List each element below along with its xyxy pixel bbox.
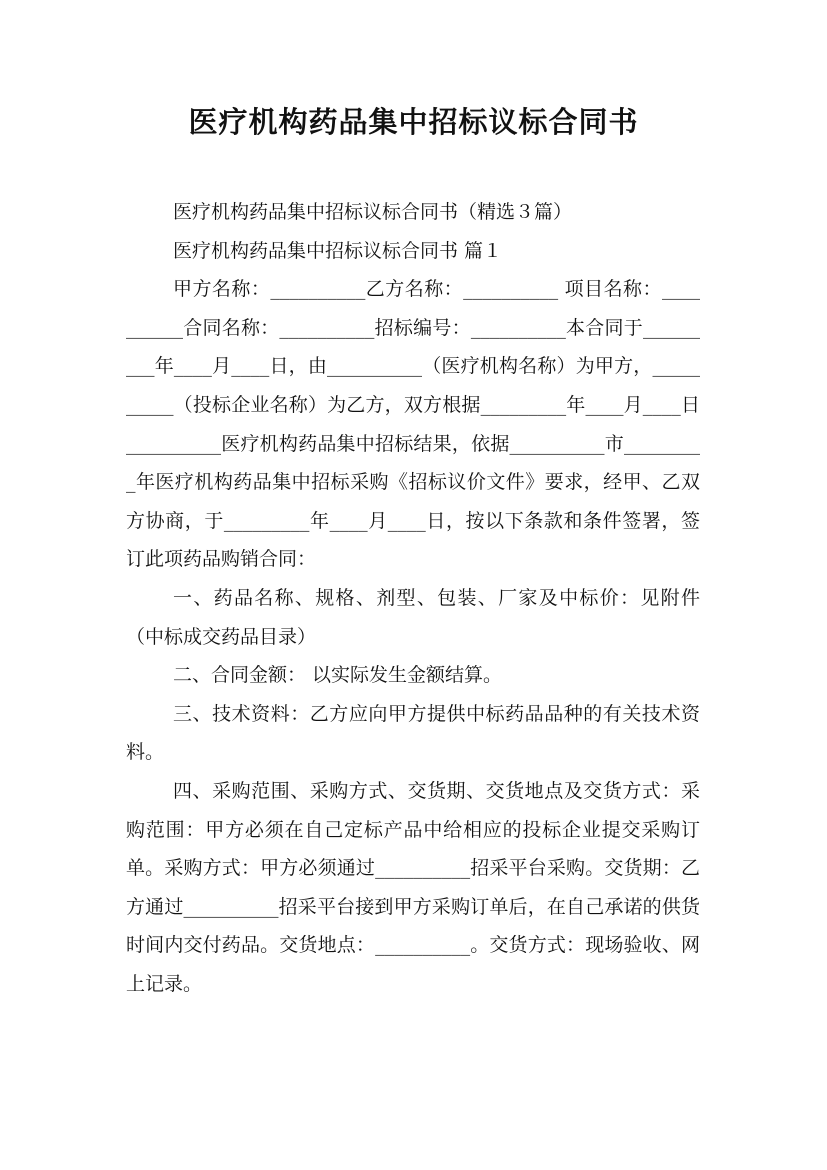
document-body [126, 193, 700, 1003]
paragraph-subtitle: 医疗机构药品集中招标议标合同书（精选３篇） [173, 201, 573, 223]
paragraph-clause-3: 三、技术资料：乙方应向甲方提供中标药品品种的有关技术资料。 [126, 702, 700, 764]
paragraph-parties: 甲方名称：__________乙方名称：__________ 项目名称：__________合同名称：__________招标编号：__________本合同于_________年____月____日，由__________（医疗机构名称）为甲方，__________（投标企业名称）为乙方，双方根据_________年____月____日__________医疗机构药品集中招标结果，依据__________市_________年医疗机构药品集中招标采购《招标议价文件》要求，经甲、乙双方协商，于_________年____月____日，按以下条款和条件签署，签订此项药品购销合同： [126, 278, 700, 571]
paragraph-clause-1: 一、药品名称、规格、剂型、包装、厂家及中标价：见附件（中标成交药品目录） [126, 586, 700, 648]
document-title: 医疗机构药品集中招标议标合同书 [188, 105, 639, 139]
paragraph-section-heading: 医疗机构药品集中招标议标合同书 篇１ [173, 239, 503, 262]
paragraph-clause-4: 四、采购范围、采购方式、交货期、交货地点及交货方式：采购范围：甲方必须在自己定标产品中给相应的投标企业提交采购订单。采购方式：甲方必须通过__________招采平台采购。交货期：乙方通过__________招采平台接到甲方采购订单后，在自己承诺的供货时间内交付药品。交货地点：__________。交货方式：现场验收、网上记录。 [126, 779, 700, 995]
paragraph-clause-2: 二、合同金额： 以实际发生金额结算。 [173, 664, 503, 687]
